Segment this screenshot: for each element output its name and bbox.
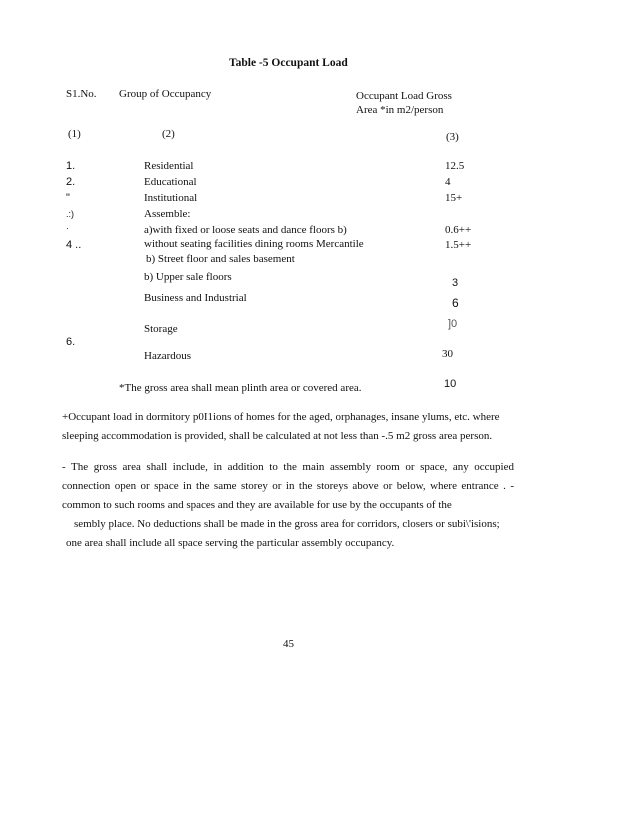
row-group: Educational [144,176,197,188]
row-load: 0.6++ [445,224,472,236]
page-number: 45 [283,638,294,650]
row-load: 3 [452,277,459,289]
row-load: ]0 [448,318,458,330]
row-serial: · [66,223,69,233]
row-group: without seating facilities dining rooms Mercantile [144,238,364,250]
row-group: b) Upper sale floors [144,271,232,283]
row-group: Residential [144,160,194,172]
column-number-2: (2) [162,128,175,140]
row-group: Assemble: [144,208,191,220]
note-plus-line1: +Occupant load in dormitory p0I1ions of homes for the aged, orphanages, insane ylums, etc. where [62,411,500,423]
note-dash-line1: - The gross area shall include, in addition to the main assembly room or space, any occupied [62,461,514,473]
row-group: Storage [144,323,178,335]
row-serial: .:) [66,209,74,219]
row-group: Institutional [144,192,198,204]
row-load: 12.5 [445,160,465,172]
row-load: 1.5++ [445,239,472,251]
footnote-gross-area: *The gross area shall mean plinth area or covered area. [119,382,362,394]
note-dash-line2: connection open or space in the same storey or in the storeys above or below, where entrance . - [62,480,514,492]
row-load: 15+ [445,192,463,204]
footnote-value: 10 [444,378,457,390]
row-serial: 2. [66,176,76,188]
row-load: 6 [452,296,459,310]
row-load: 30 [442,348,453,360]
header-occupant-load-line2: Area *in m2/person [356,104,444,116]
header-group-of-occupancy: Group of Occupancy [119,88,212,100]
row-serial: 6. [66,336,76,348]
note-plus-line2: sleeping accommodation is provided, shall be calculated at not less than -.5 m2 gross area person. [62,430,493,442]
row-load: 4 [445,176,451,188]
note-dash-line4: sembly place. No deductions shall be made in the gross area for corridors, closers or subi\'isions; [74,518,500,530]
row-serial: 1. [66,160,76,172]
note-dash-line5: one area shall include all space serving the particular assembly occupancy. [66,537,395,549]
header-occupant-load-line1: Occupant Load Gross [356,90,452,102]
row-serial: 4 .. [66,239,82,251]
row-group: Hazardous [144,350,192,362]
table-title: Table -5 Occupant Load [229,57,348,69]
column-number-1: (1) [68,128,81,140]
column-number-3: (3) [446,131,459,143]
row-group: b) Street floor and sales basement [146,253,295,265]
note-dash-line3: common to such rooms and spaces and they are available for use by the occupants of the [62,499,452,511]
row-serial: " [66,192,70,204]
row-group: Business and Industrial [144,292,247,304]
header-serial-no: S1.No. [66,88,97,100]
row-group: a)with fixed or loose seats and dance floors b) [144,224,347,236]
